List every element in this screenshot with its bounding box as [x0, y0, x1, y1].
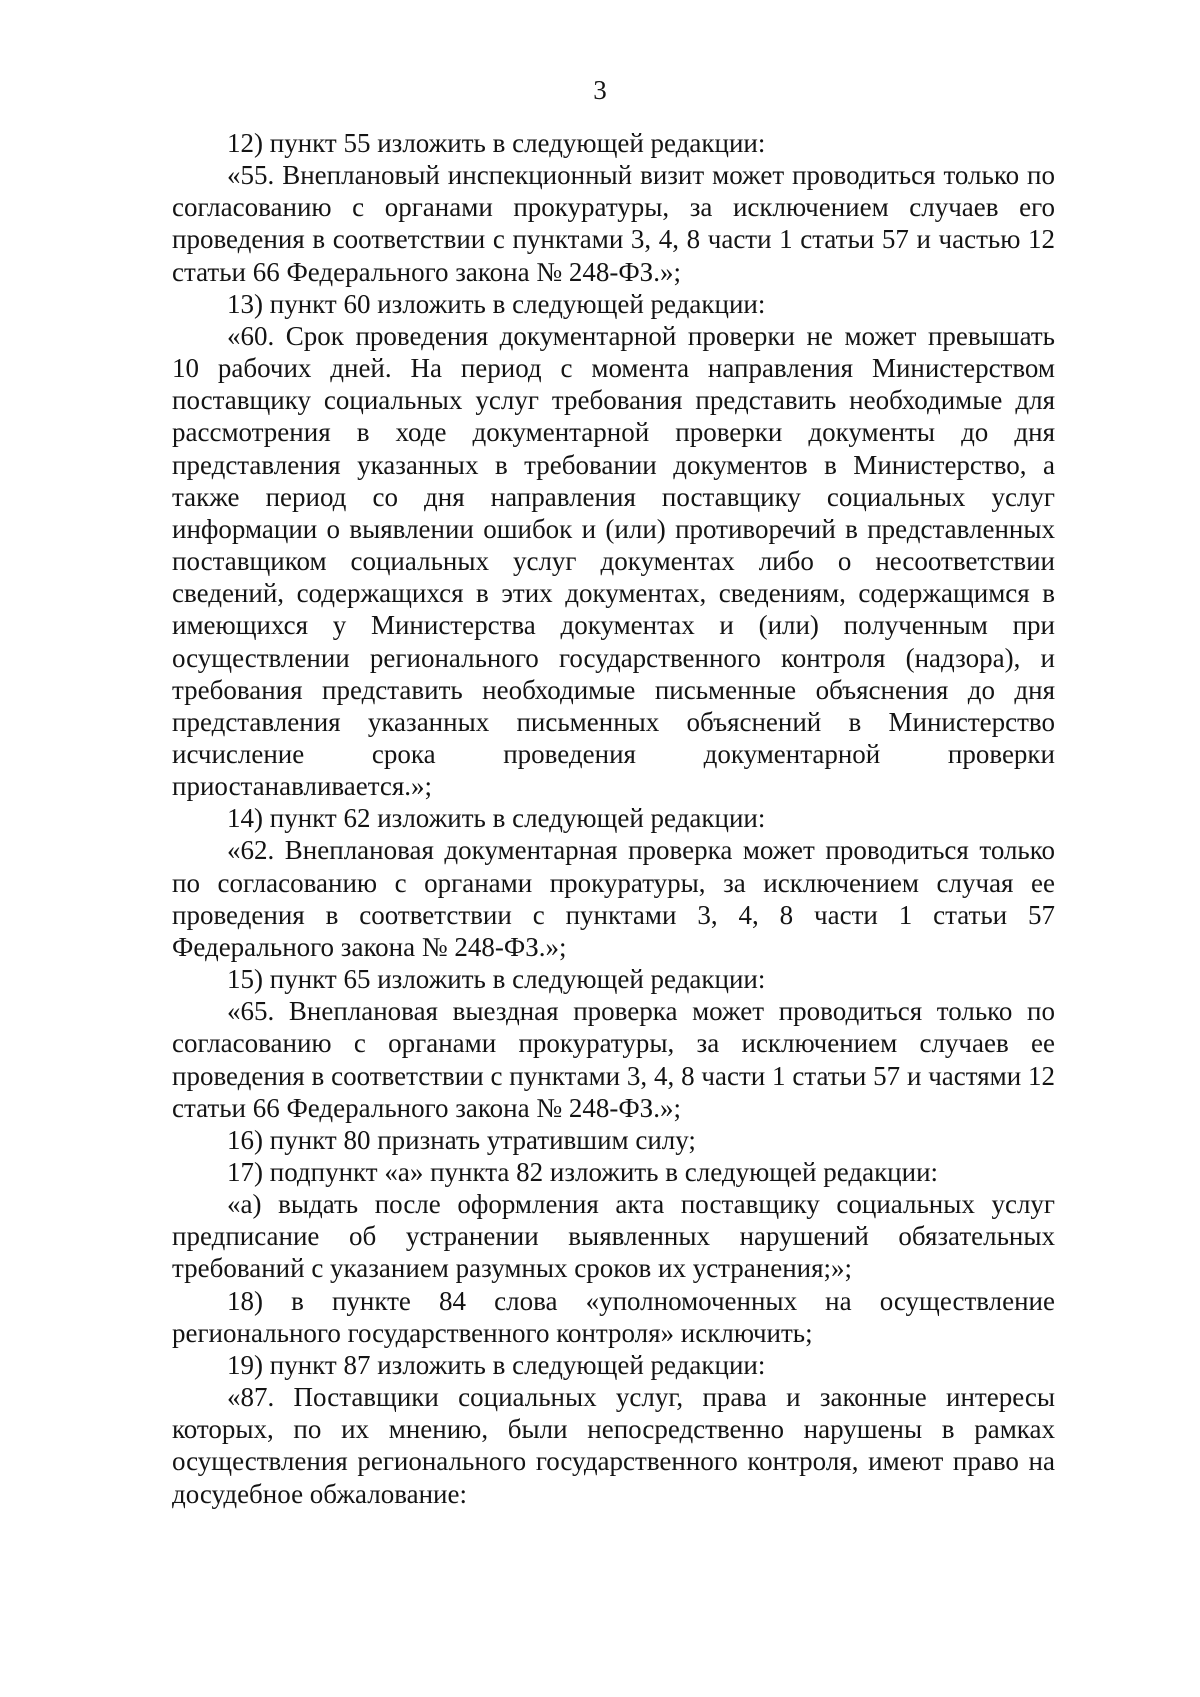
paragraph-item-18: 18) в пункте 84 слова «уполномоченных на осуществление регионального государственного контроля» исключить; [172, 1285, 1055, 1348]
paragraph-point-55-text: «55. Внеплановый инспекционный визит может проводиться только по согласованию с органами прокуратуры, за исключением случаев его проведения в соответствии с пунктами 3, 4, 8 части 1 статьи 57 и частью 12 статьи 66 Федерального закона № 248-ФЗ.»; [172, 160, 1055, 287]
paragraph-item-13: 13) пункт 60 изложить в следующей редакции: [227, 288, 766, 319]
document-body [172, 127, 1055, 1510]
paragraph-item-15: 15) пункт 65 изложить в следующей редакции: [227, 964, 766, 995]
paragraph-item-19: 19) пункт 87 изложить в следующей редакции: [227, 1349, 766, 1380]
paragraph-item-12: 12) пункт 55 изложить в следующей редакции: [227, 128, 766, 158]
paragraph-subpoint-a-text: «а) выдать после оформления акта поставщику социальных услуг предписание об устранении выявленных нарушений обязательных требований с указанием разумных сроков их устранения;»; [172, 1189, 1055, 1284]
paragraph-item-17: 17) подпункт «а» пункта 82 изложить в следующей редакции: [227, 1157, 939, 1187]
paragraph-point-60-text: «60. Срок проведения документарной проверки не может превышать 10 рабочих дней. На период с момента направления Министерством поставщику социальных услуг требования представить необходимые для рассмотрения в ходе документарной проверки документы до дня представления указанных в требовании документов в Министерство, а также период со дня направления поставщику социальных услуг информации о выявлении ошибок и (или) противоречий в представленных поставщиком социальных услуг документах либо о несоответствии сведений, содержащихся в этих документах, сведениям, содержащимся в имеющихся у Министерства документах и (или) полученным при осуществлении регионального государственного контроля (надзора), и требования представить необходимые письменные объяснения до дня представления указанных письменных объяснений в Министерство исчисление срока проведения документарной проверки приостанавливается.»; [172, 320, 1055, 802]
page-number: 3 [593, 75, 607, 105]
paragraph-point-65-text: «65. Внеплановая выездная проверка может проводиться только по согласованию с органами прокуратуры, за исключением случаев ее проведения в соответствии с пунктами 3, 4, 8 части 1 статьи 57 и частями 12 статьи 66 Федерального закона № 248-ФЗ.»; [172, 996, 1055, 1123]
paragraph-item-14: 14) пункт 62 изложить в следующей редакции: [227, 803, 766, 834]
paragraph-item-16: 16) пункт 80 признать утратившим силу; [227, 1124, 696, 1155]
paragraph-point-62-text: «62. Внеплановая документарная проверка может проводиться только по согласованию с органами прокуратуры, за исключением случая ее проведения в соответствии с пунктами 3, 4, 8 части 1 статьи 57 Федерального закона № 248-ФЗ.»; [172, 835, 1055, 962]
paragraph-point-87-text: «87. Поставщики социальных услуг, права и законные интересы которых, по их мнению, были непосредственно нарушены в рамках осуществления регионального государственного контроля, имеют право на досудебное обжалование: [172, 1382, 1055, 1509]
